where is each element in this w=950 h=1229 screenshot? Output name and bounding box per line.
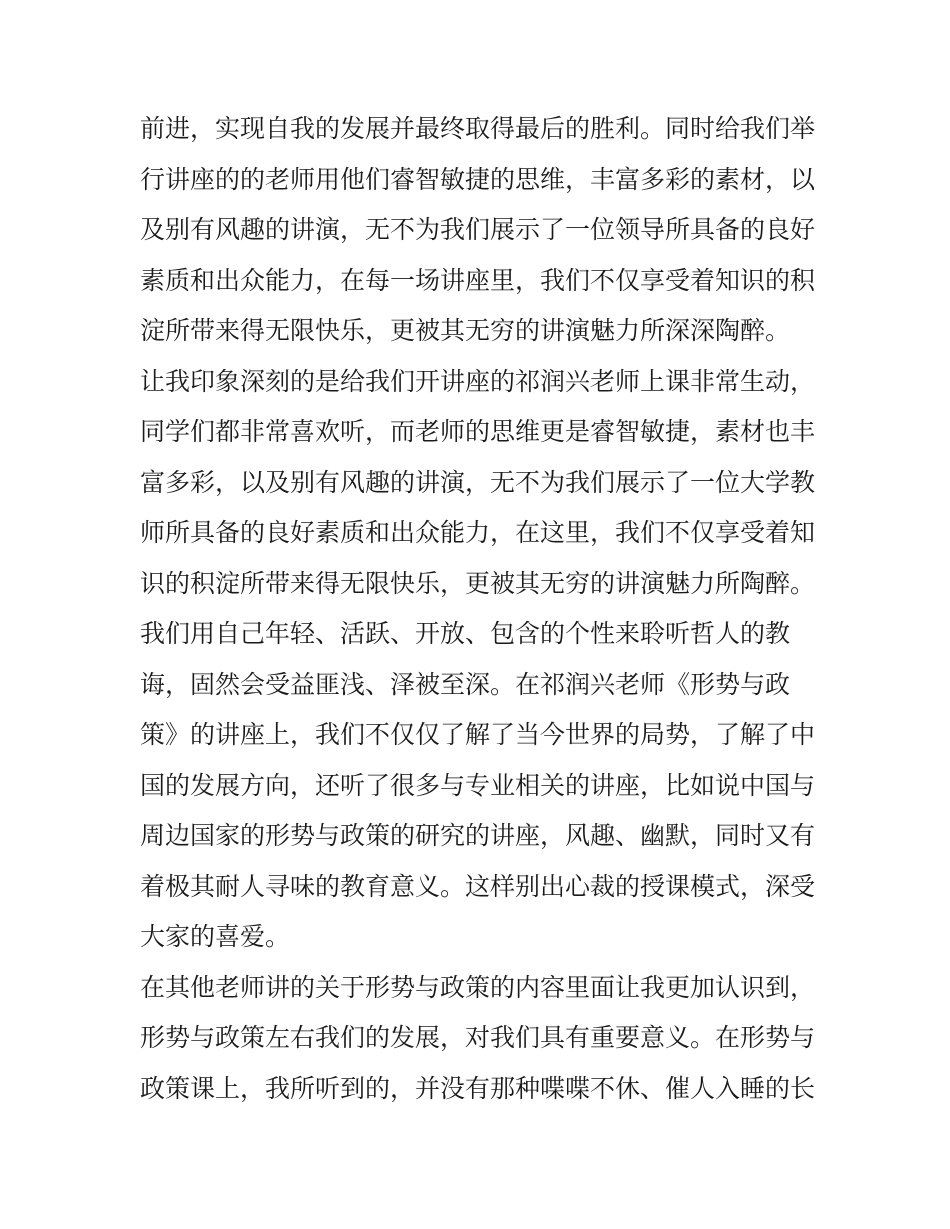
text-line: 政策课上，我所听到的，并没有那种喋喋不休、催人入睡的长 xyxy=(140,1073,816,1103)
text-line: 形势与政策左右我们的发展，对我们具有重要意义。在形势与 xyxy=(140,1023,816,1052)
text-line: 大家的喜爱。 xyxy=(140,922,291,951)
text-line: 淀所带来得无限快乐，更被其无穷的讲演魅力所深深陶醉。 xyxy=(140,316,791,345)
text-line: 周边国家的形势与政策的研究的讲座，风趣、幽默，同时又有 xyxy=(140,821,816,850)
text-line: 我们用自己年轻、活跃、开放、包含的个性来聆听哲人的教 xyxy=(140,619,791,648)
text-line: 富多彩，以及别有风趣的讲演，无不为我们展示了一位大学教 xyxy=(140,467,816,497)
text-line: 行讲座的的老师用他们睿智敏捷的思维，丰富多彩的素材，以 xyxy=(140,164,816,194)
text-line: 在其他老师讲的关于形势与政策的内容里面让我更加认识到， xyxy=(140,972,816,1002)
document-body xyxy=(140,104,820,1114)
text-line: 着极其耐人寻味的教育意义。这样别出心裁的授课模式，深受 xyxy=(140,871,816,901)
text-line: 素质和出众能力，在每一场讲座里，我们不仅享受着知识的积 xyxy=(140,265,816,295)
text-line: 前进，实现自我的发展并最终取得最后的胜利。同时给我们举 xyxy=(140,114,816,143)
text-line: 策》的讲座上，我们不仅仅了解了当今世界的局势，了解了中 xyxy=(140,720,816,749)
text-line: 让我印象深刻的是给我们开讲座的祁润兴老师上课非常生动， xyxy=(140,366,816,396)
text-line: 师所具备的良好素质和出众能力，在这里，我们不仅享受着知 xyxy=(140,518,816,547)
text-line: 同学们都非常喜欢听，而老师的思维更是睿智敏捷，素材也丰 xyxy=(140,417,816,446)
text-line: 诲，固然会受益匪浅、泽被至深。在祁润兴老师《形势与政 xyxy=(140,669,791,699)
text-line: 识的积淀所带来得无限快乐，更被其无穷的讲演魅力所陶醉。 xyxy=(140,568,816,598)
text-line: 国的发展方向，还听了很多与专业相关的讲座，比如说中国与 xyxy=(140,770,816,800)
text-line: 及别有风趣的讲演，无不为我们展示了一位领导所具备的良好 xyxy=(140,215,816,244)
